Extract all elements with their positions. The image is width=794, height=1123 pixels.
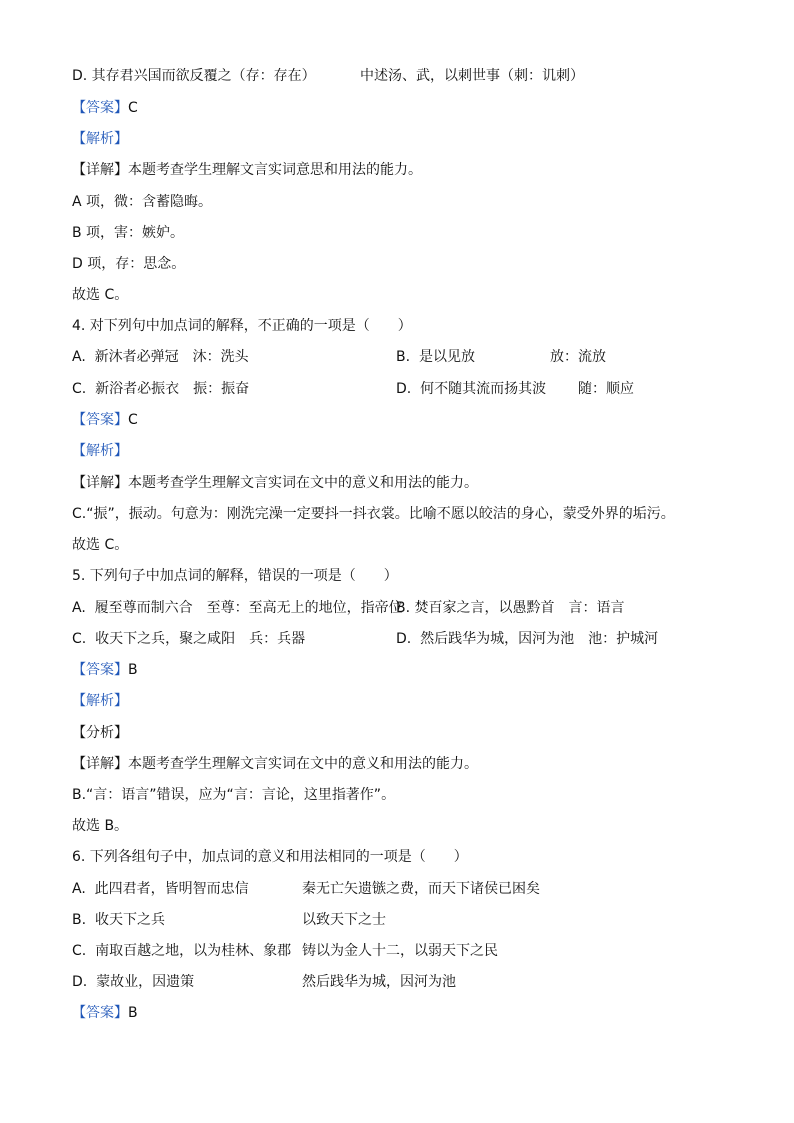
- q5-fenxi-tag: 【分析】: [72, 725, 128, 741]
- answer-value: B: [128, 1005, 138, 1021]
- q5-analysis-tag: 【解析】: [72, 693, 128, 709]
- q6-answer-line: [72, 1003, 138, 1023]
- q5-answer-line: [72, 660, 138, 680]
- answer-value: C: [128, 412, 138, 428]
- q5-option-d: D. 然后践华为城，因河为池 池：护城河: [396, 631, 659, 647]
- q5-option-a: A. 履至尊而制六合 至尊：至高无上的地位，指帝位: [72, 600, 403, 616]
- q3-analysis-tag: 【解析】: [72, 131, 128, 147]
- q4-option-c: C. 新浴者必振衣 振：振奋: [72, 381, 250, 397]
- q4-detail-line: 【详解】本题考查学生理解文言实词在文中的意义和用法的能力。: [72, 475, 478, 491]
- q6-row-c-left: C. 南取百越之地，以为桂林、象郡: [72, 943, 292, 959]
- q4-option-b: B. 是以见放: [396, 349, 475, 365]
- q6-row-a-right: 秦无亡矢遗镞之费，而天下诸侯已困矣: [302, 881, 540, 897]
- detail-tag: 【详解】: [72, 162, 128, 178]
- answer-tag: 【答案】: [72, 412, 128, 428]
- q4-analysis-tag: 【解析】: [72, 443, 128, 459]
- q3-answer-line: [72, 98, 138, 118]
- q4-option-d-gloss: 随：顺应: [578, 381, 634, 397]
- q4-explain: C.“振”，振动。句意为：刚洗完澡一定要抖一抖衣裳。比喻不愿以皎洁的身心，蒙受外界的垢污。: [72, 506, 675, 522]
- q5-stem: 5. 下列句子中加点词的解释，错误的一项是（ ）: [72, 568, 398, 584]
- q4-option-b-gloss: 放：流放: [550, 349, 606, 365]
- q5-explain: B.“言：语言”错误，应为“言：言论，这里指著作”。: [72, 787, 396, 803]
- q6-row-a-left: A. 此四君者，皆明智而忠信: [72, 881, 249, 897]
- q3-detail-line: 【详解】本题考查学生理解文言实词意思和用法的能力。: [72, 162, 422, 178]
- q3-option-d-right: 中述汤、武，以刺世事（刺：讥刺）: [360, 68, 584, 84]
- q3-point-d: D 项，存：思念。: [72, 256, 186, 272]
- answer-value: B: [128, 662, 138, 678]
- q6-row-c-right: 铸以为金人十二，以弱天下之民: [302, 943, 498, 959]
- q4-option-d: D. 何不随其流而扬其波: [396, 381, 547, 397]
- answer-value: C: [128, 100, 138, 116]
- q5-option-c: C. 收天下之兵，聚之咸阳 兵：兵器: [72, 631, 306, 647]
- q3-option-d: D. 其存君兴国而欲反覆之（存：存在）: [72, 68, 316, 84]
- q4-conclusion: 故选 C。: [72, 537, 129, 553]
- q4-stem: 4. 对下列句中加点词的解释，不正确的一项是（ ）: [72, 318, 412, 334]
- answer-tag: 【答案】: [72, 662, 128, 678]
- q5-detail-line: 【详解】本题考查学生理解文言实词在文中的意义和用法的能力。: [72, 756, 478, 772]
- q4-option-a: A. 新沐者必弹冠 沐：洗头: [72, 349, 249, 365]
- q6-row-b-right: 以致天下之士: [302, 912, 386, 928]
- q3-point-b: B 项，害：嫉妒。: [72, 225, 185, 241]
- q3-point-a: A 项，微：含蓄隐晦。: [72, 194, 213, 210]
- q6-stem: 6. 下列各组句子中，加点词的意义和用法相同的一项是（ ）: [72, 849, 468, 865]
- q5-option-b: B. 焚百家之言，以愚黔首 言：语言: [396, 600, 625, 616]
- answer-tag: 【答案】: [72, 1005, 128, 1021]
- q4-answer-line: [72, 410, 138, 430]
- detail-tag: 【详解】: [72, 475, 128, 491]
- q3-conclusion: 故选 C。: [72, 287, 129, 303]
- q6-row-d-right: 然后践华为城，因河为池: [302, 974, 456, 990]
- q5-conclusion: 故选 B。: [72, 818, 129, 834]
- detail-tag: 【详解】: [72, 756, 128, 772]
- q6-row-b-left: B. 收天下之兵: [72, 912, 165, 928]
- q6-row-d-left: D. 蒙故业，因遗策: [72, 974, 195, 990]
- answer-tag: 【答案】: [72, 100, 128, 116]
